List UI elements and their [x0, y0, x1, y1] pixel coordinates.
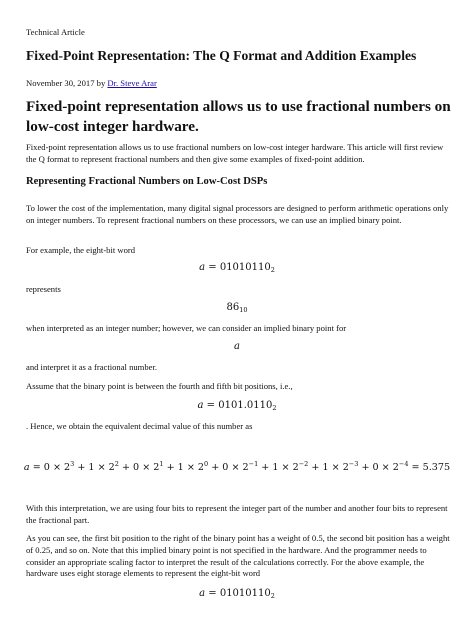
- paragraph-interpretation: With this interpretation, we are using four bits to represent the integer part of the number and another four bits to represent the fractional part.: [26, 503, 448, 525]
- exponent: −4: [398, 460, 409, 468]
- intro-paragraph: Fixed-point representation allows us to use fractional numbers on low-cost integer hardware. This article will first review the Q format to represent fractional numbers and then give some examples of fixed-point addition.: [26, 142, 444, 164]
- exponent: −1: [248, 460, 259, 468]
- base-subscript: 2: [270, 592, 275, 600]
- equation-implied-point: [0, 400, 474, 412]
- paragraph-implied-binary-point: To lower the cost of the implementation, many digital signal processors are designed to perform arithmetic operations only on integer numbers. To represent fractional numbers on these processors, we can use an implied binary point.: [26, 203, 449, 225]
- equation-word-repeat: [0, 588, 474, 600]
- equation-expansion: [0, 460, 474, 473]
- equation-variable: a: [199, 262, 206, 273]
- decimal-value: 86: [226, 302, 240, 313]
- binary-word: 01010110: [219, 262, 271, 273]
- article-title: Fixed-Point Representation: The Q Format and Addition Examples: [26, 48, 417, 63]
- base-subscript: 2: [270, 266, 275, 274]
- paragraph-example-word: For example, the eight-bit word: [26, 245, 136, 255]
- equals-sign: =: [203, 400, 219, 411]
- paragraph-represents: represents: [26, 284, 61, 294]
- exponent: 1: [159, 460, 164, 468]
- paragraph-binary-point-position: Assume that the binary point is between the fourth and fifth bit positions, i.e.,: [26, 381, 293, 391]
- equation-variable-a: [0, 341, 474, 352]
- exponent: −2: [298, 460, 309, 468]
- exponent: −3: [348, 460, 359, 468]
- equation-variable: a: [199, 588, 206, 599]
- exponent: 0: [204, 460, 209, 468]
- equals-sign: =: [205, 262, 220, 273]
- fixed-point-word: 0101.0110: [218, 400, 273, 411]
- equals-sign: =: [205, 588, 220, 599]
- expansion-text: = $0 \times 2^3 + 1 \times 2^2 + 0 \times 2^1 + 1 \times 2^0 + 0 \times 2^{-1} + 1 \times 2^{-2} + 1 \times 2^{-3} + 0 \times 2^{-4} = 5.375$: [32, 460, 451, 473]
- equation-variable: a: [23, 462, 30, 473]
- exponent: 2: [114, 460, 119, 468]
- article-kicker: Technical Article: [26, 27, 85, 37]
- author-link[interactable]: Dr. Steve Arar: [107, 78, 157, 88]
- section-heading: Representing Fractional Numbers on Low-Cost DSPs: [26, 176, 268, 187]
- paragraph-weights: As you can see, the first bit position to the right of the binary point has a weight of 0.5, the second bit position has a weight of 0.25, and so on. Note that this implied binary point is not specified in the hardware. And the programmer needs to consider an appropriate scaling factor to interpret the result of the calculations correctly. For the above example, the hardware uses eight storage elements to represent the eight-bit word: [26, 533, 450, 579]
- base-subscript: 10: [239, 306, 248, 314]
- equation-variable: a: [197, 400, 204, 411]
- equation-decimal: [0, 302, 474, 314]
- article-headline: Fixed-point representation allows us to use fractional numbers on low-cost integer hardware.: [26, 98, 451, 135]
- paragraph-decimal-value: . Hence, we obtain the equivalent decimal value of this number as: [26, 421, 253, 431]
- equation-variable: a: [234, 341, 240, 352]
- base-subscript: 2: [272, 404, 277, 412]
- paragraph-fractional: and interpret it as a fractional number.: [26, 362, 158, 372]
- paragraph-integer-interpretation: when interpreted as an integer number; however, we can consider an implied binary point for: [26, 323, 347, 333]
- exponent: 3: [70, 460, 75, 468]
- byline: [26, 78, 157, 88]
- publish-date: November 30, 2017 by: [26, 78, 106, 88]
- equation-word: [0, 262, 474, 274]
- binary-word: 01010110: [219, 588, 271, 599]
